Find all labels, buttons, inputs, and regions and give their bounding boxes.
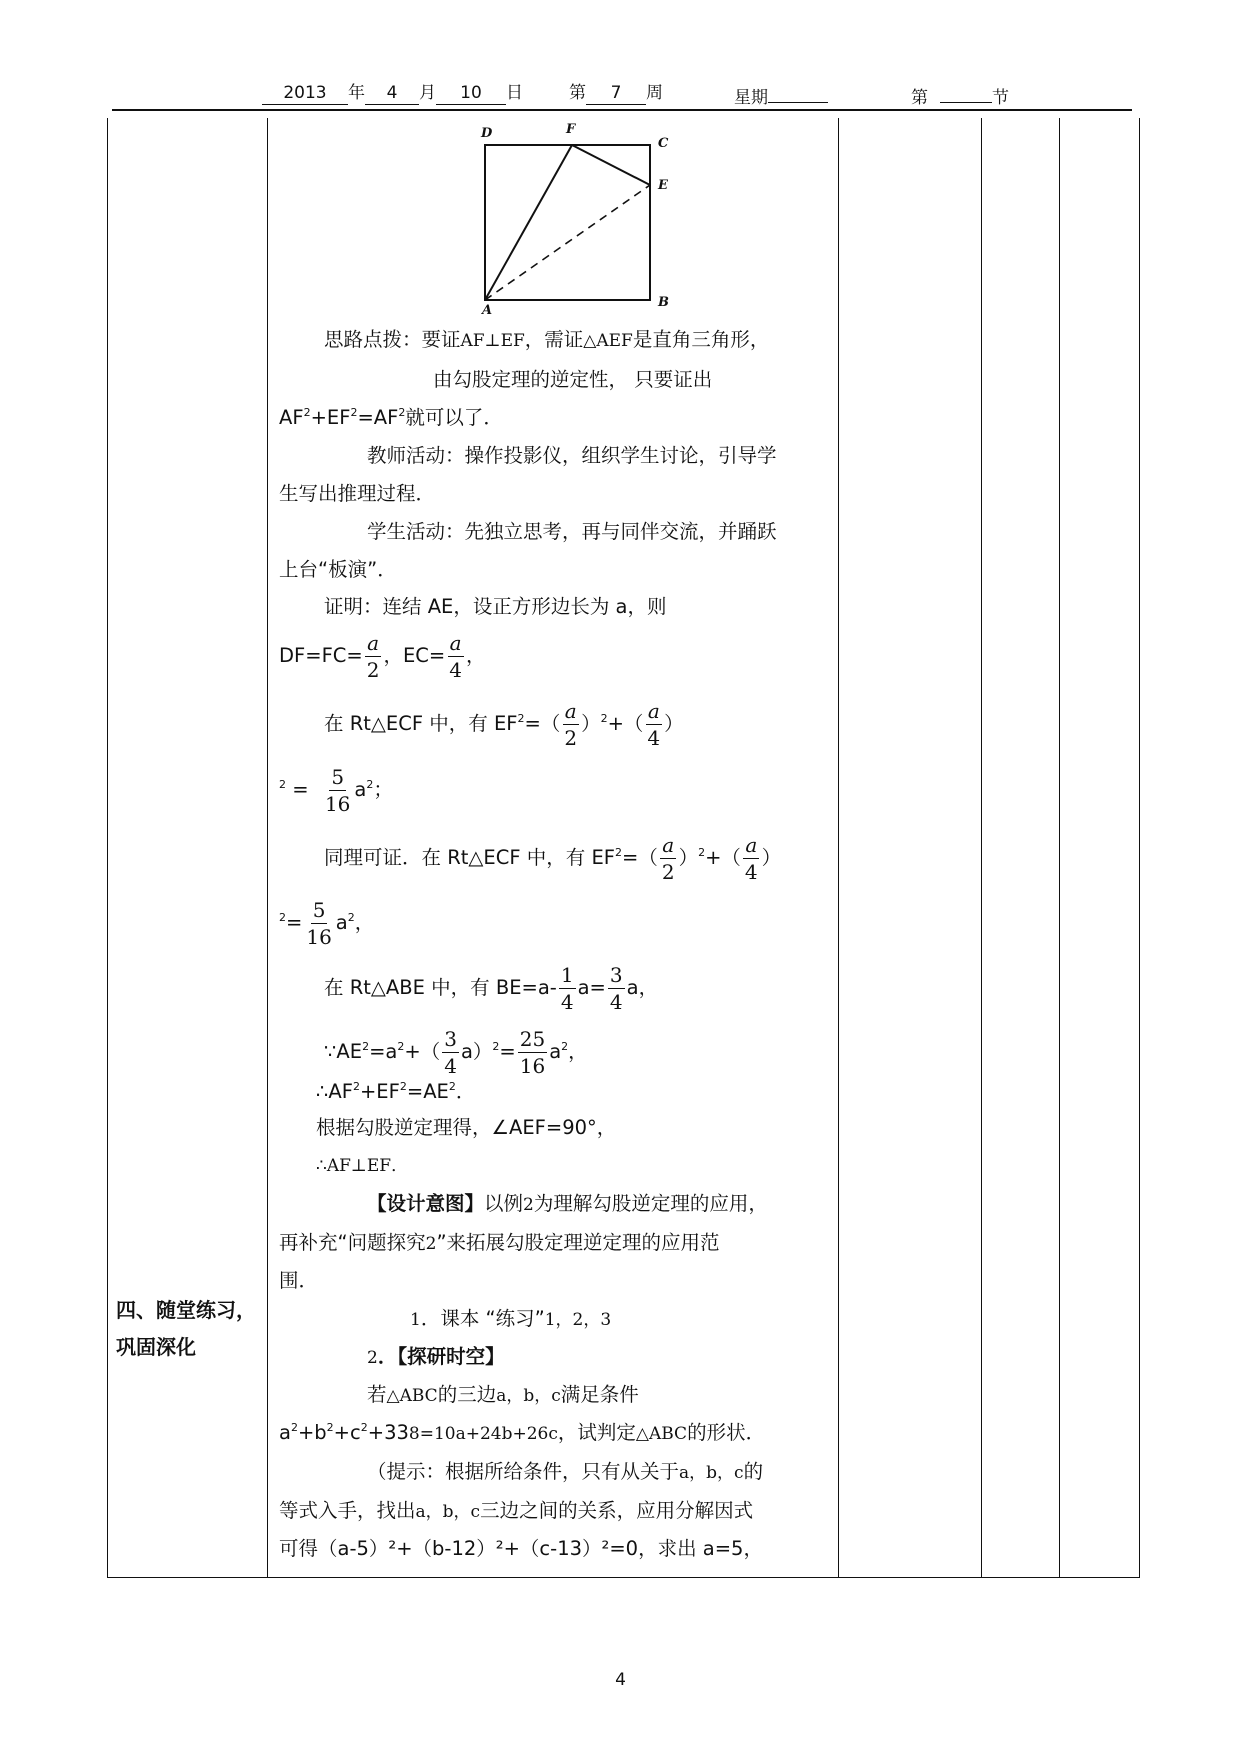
tip-line-1: （提示：根据所给条件，只有从关于a，b，c的 [367,1460,764,1483]
header-period-blank [940,80,992,103]
proof-line-6: $^2$= $\frac{5}{16}$ $a^2$， [279,898,375,949]
header-week-unit: 周 [646,83,663,103]
hint-line-1: 思路点拨：要证AF⊥EF，需证△AEF是直角三角形， [324,328,770,351]
stage-label: 四、随堂练习，巩固深化 [116,1298,256,1359]
proof-line-8: $\because AE^2=a^2+$（ $\frac{3}{4}$ a）$^2$= $\frac{25}{16}$ $a^2$， [324,1027,588,1078]
header-day: 10 [436,82,506,105]
header-rule [112,109,1132,111]
hint-line-3: $AF^2+EF^2=AF^2$就可以了． [279,406,503,429]
square-figure [470,120,680,318]
header-month-unit: 月 [419,83,436,103]
table-divider-3 [981,118,982,1578]
student-activity-line-2: 上台“板演”． [279,558,397,581]
header-week-prefix: 第 [569,83,586,103]
teacher-activity-line-1: 教师活动：操作投影仪，组织学生讨论，引导学 [367,444,777,467]
label-c: C [658,136,669,151]
header-month: 4 [365,82,419,105]
header-weekday [734,80,828,106]
teacher-activity-line-2: 生写出推理过程． [279,482,436,505]
design-intent-line-1: 【设计意图】以例2为理解勾股逆定理的应用， [367,1192,768,1215]
header-period-prefix: 第 [911,88,928,108]
design-intent-line-2: 再补充“问题探究2”来拓展勾股定理逆定理的应用范 [279,1231,720,1254]
design-intent-line-3: 围． [279,1269,319,1292]
label-f: F [566,122,576,137]
student-activity-line-1: 学生活动：先独立思考，再与同伴交流，并踊跃 [367,520,777,543]
tip-line-3: 可得（a-5）²+（b-12）²+（c-13）²=0，求出 a=5， [279,1537,763,1560]
header-year-unit: 年 [348,83,365,103]
segment-fe [572,145,650,185]
header-week-number: 7 [586,82,646,105]
header-year: 2013 [262,82,348,105]
header-date [262,80,523,106]
condition-line-2: $a^2+b^2+c^2+338=10a+24b+26c$，试判定△ABC的形状． [279,1421,766,1444]
proof-conclusion: ∴AF⊥EF． [316,1156,409,1176]
table-divider-4 [1059,118,1060,1578]
segment-af [485,145,572,300]
label-e: E [658,178,668,193]
page-number: 4 [615,1670,626,1690]
label-a: A [482,303,493,318]
proof-line-1: 证明：连结 AE，设正方形边长为 a，则 [324,595,667,618]
table-bottom-border [107,1577,1140,1578]
header-weekday-blank [768,80,828,103]
proof-line-7: 在 Rt△ABE 中，有 BE=a- $\frac{1}{4}$ a= $\frac{3}{4}$ a， [324,963,659,1014]
proof-line-10: 根据勾股逆定理得，∠AEF=90°， [316,1116,617,1139]
segment-ae-dashed [485,185,650,300]
condition-line-1: 若△ABC的三边a，b，c满足条件 [367,1383,639,1406]
proof-line-2: DF=FC= $\frac{a}{2}$ ，EC= $\frac{a}{4}$ ， [279,631,486,682]
header-day-unit: 日 [506,83,523,103]
label-b: B [658,295,669,310]
table-divider-2 [838,118,839,1578]
proof-line-5: 同理可证．在 Rt△ECF 中，有 $EF^2=$（ $\frac{a}{2}$ ）$^2$+（ $\frac{a}{4}$ ） [324,833,782,884]
hint-line-2: 由勾股定理的逆定性， 只要证出 [433,368,713,391]
proof-line-3: 在 Rt△ECF 中，有 $EF^2=$（ $\frac{a}{2}$ ）$^2$+（ $\frac{a}{4}$ ） [324,699,684,750]
exercise-1: 1．课本 “练习”1，2，3 [410,1307,612,1330]
square-abcd [485,145,650,300]
table-divider-1 [267,118,268,1578]
tip-line-2: 等式入手，找出a，b，c三边之间的关系，应用分解因式 [279,1499,754,1522]
label-d: D [481,126,493,141]
table-border-right [1139,118,1140,1578]
exercise-2: 2．【探研时空】 [367,1345,505,1368]
header-weekday-label: 星期 [734,88,768,108]
proof-line-9: $\therefore AF^2+EF^2=AE^2$． [316,1080,476,1103]
header-period-unit: 节 [992,88,1009,108]
header-period [911,80,1009,106]
proof-line-4: $^2$ = $\frac{5}{16}$ $a^2$； [279,765,393,816]
table-border-left [107,118,108,1578]
header-week [569,80,663,106]
